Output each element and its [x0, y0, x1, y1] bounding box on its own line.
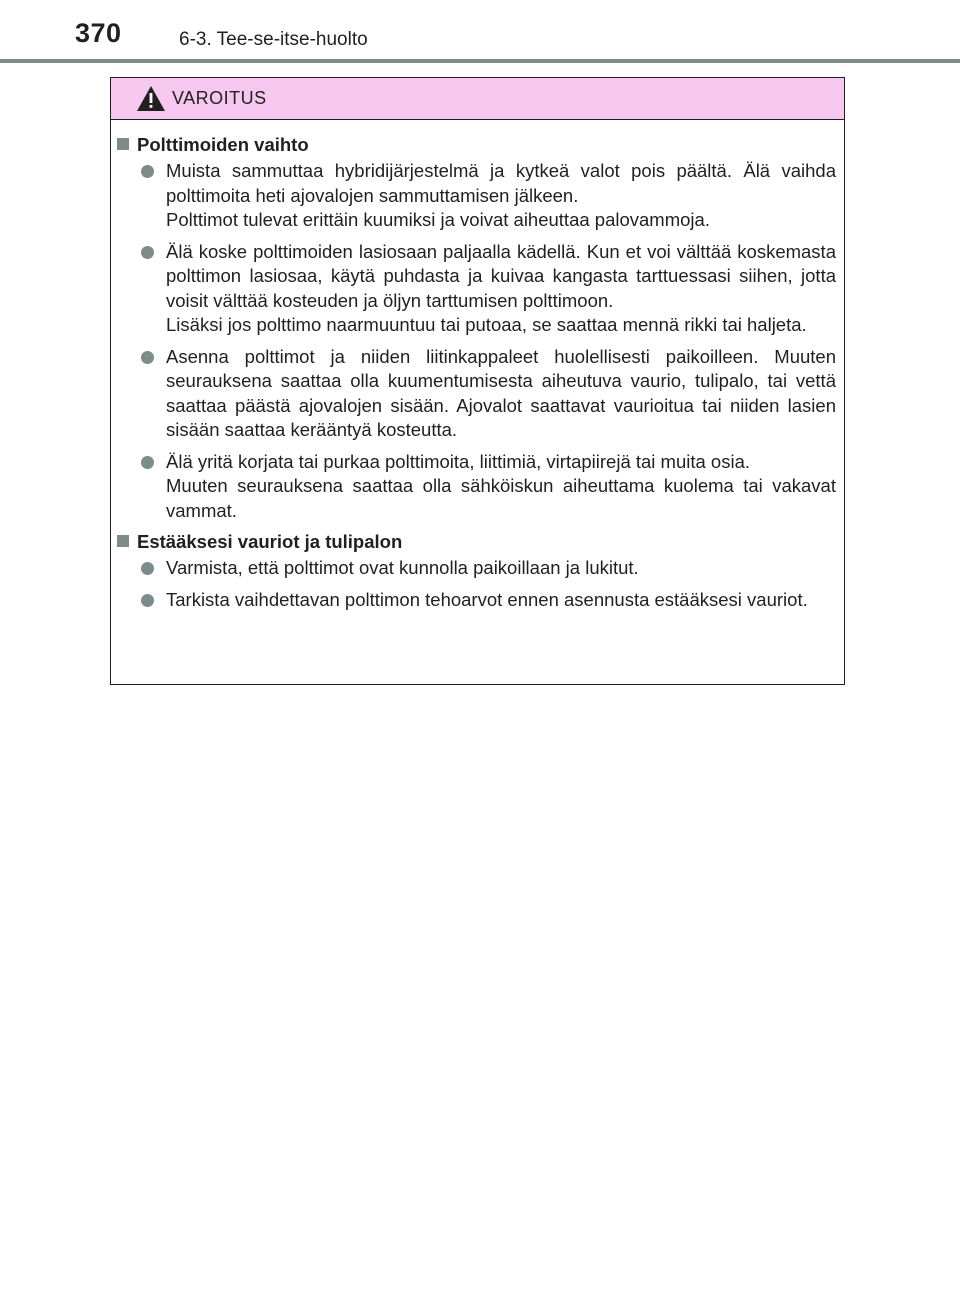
list-item: Varmista, että polttimot ovat kunnolla paikoillaan ja lukitut.: [115, 556, 836, 581]
section-heading: Polttimoiden vaihto: [115, 133, 836, 157]
list-item: Älä koske polttimoiden lasiosaan paljaalla kädellä. Kun et voi välttää koskemasta polttimon lasiosaa, käytä puhdasta ja kuivaa kangasta tarttuessasi siihen, jotta voisit välttää kosteuden ja öljyn tarttumisen polttimoon. Lisäksi jos polttimo naarmuuntuu tai putoaa, se saattaa mennä rikki tai haljeta.: [115, 240, 836, 338]
page-header: [0, 0, 960, 70]
bullet-icon: [141, 562, 154, 575]
list-item: Tarkista vaihdettavan polttimon tehoarvot ennen asennusta estääksesi vauriot.: [115, 588, 836, 613]
list-item: Asenna polttimot ja niiden liitinkappaleet huolellisesti paikoilleen. Muuten seurauksena saattaa olla kuumentumisesta aiheutuva vaurio, tulipalo, tai vettä saattaa päästä ajovalojen sisään. Ajovalot saattavat vaurioitua tai niiden lasien sisään saattaa kerääntyä kosteutta.: [115, 345, 836, 443]
bullet-icon: [141, 594, 154, 607]
section-title: 6-3. Tee-se-itse-huolto: [179, 29, 368, 50]
list-item: Muista sammuttaa hybridijärjestelmä ja kytkeä valot pois päältä. Älä vaihda polttimoita heti ajovalojen sammuttamisen jälkeen. Polttimot tulevat erittäin kuumiksi ja voivat aiheuttaa palovammoja.: [115, 159, 836, 233]
bullet-icon: [141, 351, 154, 364]
section-polttimoiden-vaihto: [115, 133, 836, 523]
bullet-icon: [141, 456, 154, 469]
bullet-icon: [141, 165, 154, 178]
warning-title: VAROITUS: [172, 88, 267, 108]
warning-box: [110, 77, 845, 685]
bullet-icon: [141, 246, 154, 259]
header-divider: [0, 59, 960, 63]
section-estaaksesi-vauriot: [115, 530, 836, 612]
page-number: 370: [75, 18, 122, 48]
warning-triangle-icon: [136, 85, 166, 112]
square-bullet-icon: [117, 138, 129, 150]
warning-header: [111, 78, 844, 120]
section-heading: Estääksesi vauriot ja tulipalon: [115, 530, 836, 554]
list-item: Älä yritä korjata tai purkaa polttimoita, liittimiä, virtapiirejä tai muita osia. Muuten seurauksena saattaa olla sähköiskun aiheuttama kuolema tai vakavat vammat.: [115, 450, 836, 524]
warning-body: [111, 120, 844, 612]
square-bullet-icon: [117, 535, 129, 547]
